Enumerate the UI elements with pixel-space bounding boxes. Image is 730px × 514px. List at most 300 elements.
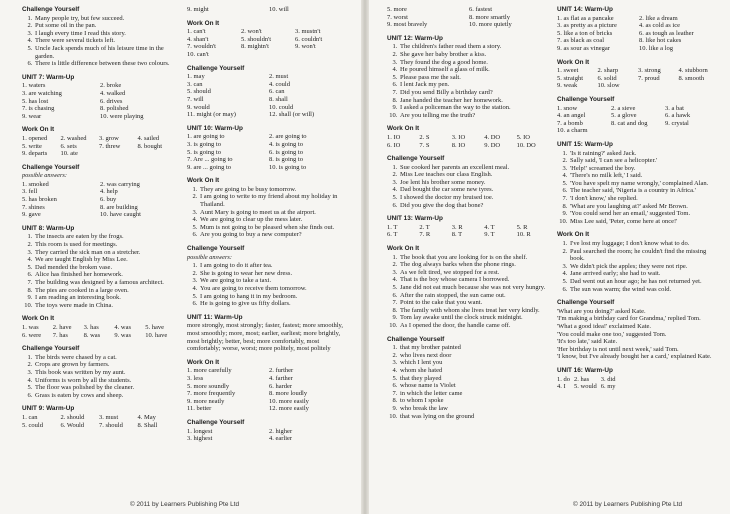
answer-cell: 5. should: [187, 88, 211, 96]
answer-cell: 1. opened: [22, 134, 48, 142]
answer-list: [22, 15, 174, 68]
answer-cell: 5. R: [516, 223, 528, 231]
possible-answers-note: possible answers:: [22, 172, 67, 180]
answer-cell: 8. like hot cakes: [639, 37, 682, 45]
answer-cell: 7. as black as coal: [557, 37, 605, 45]
list-item: 4. whom she hated: [399, 367, 547, 375]
answer-cell: 7. shines: [22, 203, 45, 211]
answer-list: [387, 43, 547, 119]
unit-heading: UNIT 15: Warm-Up: [557, 140, 613, 148]
list-item: 6. He is going to give us fifty dollars.: [199, 300, 347, 308]
answer-cell: 8. bought: [137, 142, 163, 150]
answer-cell: 4. sailed: [137, 134, 160, 142]
answer-cell: 1. sweet: [557, 67, 579, 75]
answer-cell: 7. worst: [387, 13, 408, 21]
section-heading: Work On It: [187, 358, 220, 366]
possible-answers-note: possible answers:: [187, 253, 232, 261]
list-item: 6. Are you going to buy a new computer?: [199, 231, 347, 239]
list-item: 9. I am reading an interesting book.: [34, 294, 174, 302]
list-item: 1. They are going to be busy tomorrow.: [199, 186, 347, 194]
section-heading: Work On It: [22, 315, 55, 323]
answer-grid: [22, 135, 174, 158]
answer-grid: [187, 133, 347, 171]
list-item: 7. 'I don't know,' she replied.: [569, 195, 717, 203]
answer-cell: 1. do: [557, 375, 570, 383]
answer-cell: 9. weak: [557, 82, 578, 90]
answer-cell: 2. should: [60, 413, 85, 421]
answer-cell: 6. a hawk: [665, 112, 691, 120]
list-item: 3. Joe lent his brother some money.: [399, 179, 547, 187]
answer-cell: 8. are building: [100, 203, 138, 211]
answer-cell: 1. T: [387, 223, 398, 231]
answer-cell: 7. Are ... going to: [187, 156, 233, 164]
answer-grid: [387, 134, 547, 149]
answer-grid: [187, 367, 347, 413]
answer-cell: 7. a bomb: [557, 119, 583, 127]
unit-heading: UNIT 14: Warm-Up: [557, 6, 613, 13]
answer-cell: 5. would: [574, 383, 597, 391]
answer-cell: 2. S: [419, 133, 430, 141]
answer-list: [187, 262, 347, 308]
dialogue-answer: [557, 308, 717, 361]
answer-cell: 4. stubborn: [678, 67, 708, 75]
answer-cell: 10. will: [269, 6, 289, 13]
answer-list: [187, 186, 347, 239]
answer-grid: [187, 28, 347, 58]
answer-cell: 8. polished: [100, 105, 129, 113]
answer-cell: 4. earlier: [269, 435, 293, 443]
answer-cell: 10. is going to: [269, 163, 307, 171]
answer-cell: 1. longest: [187, 427, 213, 435]
answer-grid: [187, 73, 347, 119]
right-column-1: [387, 6, 547, 420]
section-heading: Work On It: [187, 19, 220, 27]
section-heading: Challenge Yourself: [557, 95, 615, 103]
answer-cell: 10. can't: [187, 50, 209, 58]
answer-grid: [557, 67, 717, 90]
section-heading: Work On It: [387, 125, 420, 133]
list-item: 4. That is the boy whose camera I borrowed.: [399, 276, 547, 284]
answer-cell: 9. T: [484, 231, 495, 239]
list-item: 4. Dad bought the car some new tyres.: [399, 186, 547, 194]
copyright-footer: © 2011 by Learners Publishing Pte Ltd: [573, 501, 683, 508]
answer-grid: [187, 428, 347, 443]
list-item: 5. I am going to hang it in my bedroom.: [199, 293, 347, 301]
unit-heading: UNIT 10: Warm-Up: [187, 124, 243, 132]
list-item: 5. The floor was polished by the cleaner.: [34, 384, 174, 392]
answer-cell: 8. is going to: [269, 156, 303, 164]
answer-cell: 5. write: [22, 142, 42, 150]
section-heading: Work On It: [22, 126, 55, 134]
answer-cell: 6. sets: [60, 142, 77, 150]
answer-cell: 5. like a ton of bricks: [557, 29, 613, 37]
list-item: 4. Uniforms is worn by all the students.: [34, 377, 174, 385]
list-item: 8. 'What are you laughing at?' asked Mr Brown.: [569, 203, 717, 211]
list-item: 5. that they played: [399, 375, 547, 383]
list-item: 2. Paul searched the room; he couldn't find the missing book.: [569, 248, 717, 263]
answer-cell: 4. shan't: [187, 35, 209, 43]
list-item: 5. Please pass me the salt.: [399, 74, 547, 82]
answer-grid: [187, 6, 347, 14]
answer-cell: 2. have: [52, 323, 72, 331]
left-column-2: [187, 6, 347, 443]
answer-cell: 1. waters: [22, 82, 46, 90]
list-item: 7. The building was designed by a famous architect.: [34, 279, 174, 287]
answer-cell: 8. was: [83, 331, 101, 339]
answer-cell: 10. DO: [516, 141, 536, 149]
answer-cell: 8. more loudly: [269, 390, 308, 398]
left-column-1: [22, 6, 174, 429]
answer-cell: 1. more carefully: [187, 367, 232, 375]
answer-cell: 5. has broken: [22, 196, 57, 204]
answer-cell: 2. must: [269, 73, 289, 81]
list-item: 5. 'You have spelt my name wrongly,' complained Alan.: [569, 180, 717, 188]
answer-cell: 9. gave: [22, 211, 41, 219]
answer-cell: 2. further: [269, 367, 294, 375]
answer-cell: 3. strong: [638, 67, 661, 75]
list-item: 2. This room is used for meetings.: [34, 241, 174, 249]
answer-cell: 12. shall (or will): [269, 111, 315, 119]
unit-heading: UNIT 12: Warm-Up: [387, 34, 443, 42]
section-heading: Work On It: [187, 177, 220, 185]
list-item: 3. which I lent you: [399, 359, 547, 367]
list-item: 5. Mum is not going to be pleased when she finds out.: [199, 224, 347, 232]
list-item: 4. There were several tickets left.: [34, 37, 174, 45]
answer-cell: 9. most bravely: [387, 21, 428, 29]
list-item: 10. The toys were made in China.: [34, 302, 174, 310]
answer-cell: 5. more: [387, 6, 407, 13]
unit-heading: UNIT 16: Warm-Up: [557, 366, 613, 374]
answer-cell: 6. IO: [387, 141, 401, 149]
answer-cell: 7. will: [187, 95, 204, 103]
answer-cell: 12. more easily: [269, 405, 309, 413]
answer-cell: 4. T: [484, 223, 495, 231]
answer-cell: 5. have: [145, 323, 164, 331]
answer-cell: 2. sharp: [597, 67, 619, 75]
answer-cell: 10. R: [516, 231, 531, 239]
list-item: 10. Are you telling me the truth?: [399, 112, 547, 120]
list-item: 5. Jane did not eat much because she was not very hungry.: [399, 284, 547, 292]
answer-cell: 5. a glove: [611, 112, 637, 120]
answer-cell: 5. could: [22, 421, 43, 429]
list-item: 6. After the rain stopped, the sun came out.: [399, 292, 547, 300]
section-heading: Challenge Yourself: [187, 418, 245, 426]
list-item: 2. She is going to wear her new dress.: [199, 270, 347, 278]
answer-cell: 3. did: [600, 375, 616, 383]
answer-cell: 3. grow: [99, 134, 119, 142]
list-item: 4. We are taught English by Miss Lee.: [34, 256, 174, 264]
answer-cell: 2. washed: [60, 134, 87, 142]
answer-cell: 8. mightn't: [241, 43, 269, 51]
list-item: 3. This book was written by my aunt.: [34, 369, 174, 377]
answer-cell: 7. wouldn't: [187, 43, 216, 51]
answer-cell: 8. Shall: [137, 421, 158, 429]
answer-cell: 4. as cold as ice: [639, 22, 680, 30]
list-item: 9. I asked a policeman the way to the station.: [399, 104, 547, 112]
answer-list: [22, 233, 174, 309]
answer-cell: 5. IO: [516, 133, 530, 141]
answer-cell: 10. could: [269, 103, 294, 111]
answer-cell: 4. May: [137, 413, 156, 421]
answer-cell: 8. cat and dog: [611, 119, 648, 127]
answer-cell: 1. can't: [187, 28, 206, 36]
answer-grid: [22, 324, 174, 339]
answer-cell: 4. could: [269, 80, 290, 88]
answer-cell: 6. harder: [269, 382, 293, 390]
answer-cell: 6. drives: [100, 97, 123, 105]
list-item: 4. We are going to clear up the mess later.: [199, 216, 347, 224]
list-item: 5. I showed the doctor my bruised toe.: [399, 194, 547, 202]
right-column-2: [557, 6, 717, 391]
answer-cell: 7. threw: [99, 142, 121, 150]
answer-cell: 2. are going to: [269, 133, 307, 141]
answer-cell: 4. DO: [484, 133, 501, 141]
answer-cell: 3. as pretty as a picture: [557, 22, 617, 30]
answer-grid: [557, 15, 717, 53]
answer-list: [557, 240, 717, 293]
list-item: 8. The pies are cooked in a large oven.: [34, 287, 174, 295]
unit-heading: UNIT 9: Warm-Up: [22, 405, 75, 413]
list-item: 10. As I opened the door, the handle came off.: [399, 322, 547, 330]
list-item: 'I'm making a birthday card for Grandma,' replied Tom.: [557, 315, 701, 323]
answer-cell: 8. shall: [269, 95, 288, 103]
answer-cell: 9. are ... going to: [187, 163, 232, 171]
answer-cell: 6. as tough as leather: [639, 29, 694, 37]
answer-cell: 9. crystal: [665, 119, 689, 127]
answer-cell: 7. proud: [638, 74, 660, 82]
answer-grid: [22, 414, 174, 429]
list-item: 1. I am going to do it after tea.: [199, 262, 347, 270]
answer-cell: 1. can: [22, 413, 38, 421]
answer-cell: 6. were: [22, 331, 42, 339]
answer-cell: 2. a sieve: [611, 104, 636, 112]
list-item: 1. The birds were chased by a cat.: [34, 354, 174, 362]
answer-cell: [611, 127, 663, 135]
answer-cell: 6. T: [387, 231, 398, 239]
list-item: 6. There is little difference between these two colours.: [34, 60, 174, 68]
answer-cell: 10. more quietly: [469, 21, 512, 29]
list-item: 'I know, but I've already bought her a card,' explained Kate.: [557, 353, 712, 361]
answer-grid: [557, 105, 717, 135]
list-item: 3. They found the dog a good home.: [399, 59, 547, 67]
answer-cell: 10. a charm: [557, 127, 588, 135]
list-item: 7. Point to the cake that you want.: [399, 299, 547, 307]
answer-cell: 5. straight: [557, 74, 583, 82]
answer-cell: 10. slow: [597, 82, 620, 90]
answer-cell: 7. should: [99, 421, 123, 429]
answer-cell: 3. has: [83, 323, 99, 331]
answer-cell: 9. DO: [484, 141, 501, 149]
list-item: 8. to whom I spoke: [399, 397, 547, 405]
answer-cell: 3. are watching: [22, 89, 62, 97]
list-item: 9. 'You could send her an email,' suggested Tom.: [569, 210, 717, 218]
answer-cell: 5. more soundly: [187, 382, 230, 390]
answer-list: [557, 150, 717, 226]
answer-cell: 3. fell: [22, 188, 38, 196]
answer-grid: [387, 6, 547, 29]
list-item: 2. I am going to write to my friend about my holiday in Thailand.: [199, 193, 347, 208]
answer-cell: 3. R: [451, 223, 463, 231]
list-item: 8. The family with whom she lives treat her very kindly.: [399, 307, 547, 315]
answer-cell: 2. T: [419, 223, 430, 231]
paragraph-answer: more strongly, most strongly; faster, fastest; more smoothly, most smoothly; more, most; earlier, earliest; more brightly, most brightly; better, best; more comfortably, most comfortably; worse, worst; more politely, most politely: [187, 322, 343, 353]
answer-cell: 11. might (or may): [187, 111, 236, 119]
answer-cell: 5. has lost: [22, 97, 49, 105]
answer-cell: 3. IO: [451, 133, 466, 141]
list-item: 1. that my brother painted: [399, 344, 547, 352]
answer-cell: 9. won't: [295, 43, 316, 51]
answer-cell: 7. more frequently: [187, 390, 236, 398]
list-item: 1. The children's father read them a story.: [399, 43, 547, 51]
answer-cell: 3. can: [187, 80, 203, 88]
section-heading: Challenge Yourself: [187, 64, 245, 72]
list-item: 10. Miss Lee said, 'Peter, come here at once!': [569, 218, 717, 226]
list-item: 3. They carried the sick man on a stretcher.: [34, 249, 174, 257]
answer-cell: 9. might: [187, 6, 209, 13]
list-item: 1. Many people try, but few succeed.: [34, 15, 174, 23]
answer-cell: 2. like a dream: [639, 14, 678, 22]
section-heading: Challenge Yourself: [387, 335, 445, 343]
answer-cell: 5. shouldn't: [241, 35, 272, 43]
answer-cell: 10. have: [145, 331, 168, 339]
list-item: 'What a good idea!' exclaimed Kate.: [557, 322, 652, 330]
answer-cell: 6. fastest: [469, 6, 493, 13]
answer-cell: 3. is going to: [187, 140, 221, 148]
answer-cell: 6. my: [600, 383, 616, 391]
answer-cell: 7. R: [419, 231, 431, 239]
list-item: 4. Jane arrived early; she had to wait.: [569, 270, 717, 278]
list-item: 4. He poured himself a glass of milk.: [399, 66, 547, 74]
section-heading: Challenge Yourself: [557, 299, 615, 307]
answer-cell: 4. help: [100, 188, 118, 196]
list-item: 6. Alice has finished her homework.: [34, 271, 174, 279]
unit-heading: UNIT 11: Warm-Up: [187, 313, 243, 321]
answer-cell: [295, 51, 347, 59]
list-item: 'You could make one too,' suggested Tom.: [557, 330, 667, 338]
answer-cell: 6. buy: [100, 196, 117, 204]
answer-cell: 1. may: [187, 73, 205, 81]
answer-cell: 8. IO: [451, 141, 466, 149]
list-item: 1. Sue cooked her parents an excellent meal.: [399, 164, 547, 172]
answer-grid: [387, 224, 547, 239]
list-item: 2. Put some oil in the pan.: [34, 22, 174, 30]
list-item: 4. You are going to receive them tomorrow.: [199, 285, 347, 293]
list-item: 6. Did you give the dog that bone?: [399, 202, 547, 210]
answer-cell: 6. Would: [60, 421, 85, 429]
answer-grid: [557, 376, 717, 391]
list-item: 'It's too late,' said Kate.: [557, 338, 618, 346]
answer-list: [387, 164, 547, 210]
unit-heading: UNIT 13: Warm-Up: [387, 215, 443, 223]
answer-cell: 5. is going to: [187, 148, 221, 156]
answer-cell: 1. as flat as a pancake: [557, 14, 614, 22]
answer-cell: 6. solid: [597, 74, 617, 82]
list-item: 2. who lives next door: [399, 352, 547, 360]
list-item: 9. who break the law: [399, 405, 547, 413]
list-item: 6. Grass is eaten by cows and sheep.: [34, 392, 174, 400]
list-item: 2. Miss Lee teaches our class English.: [399, 171, 547, 179]
answer-list: [387, 344, 547, 420]
list-item: 5. Dad went out an hour ago; he has not returned yet.: [569, 278, 717, 286]
list-item: 5. Dad mended the broken vase.: [34, 264, 174, 272]
answer-cell: 3. must: [99, 413, 119, 421]
answer-cell: 8. smooth: [678, 74, 705, 82]
section-heading: Challenge Yourself: [387, 155, 445, 163]
list-item: 2. Crops are grown by farmers.: [34, 361, 174, 369]
answer-list: [387, 254, 547, 330]
answer-cell: 9. more neatly: [187, 397, 225, 405]
list-item: 3. 'Help!' screamed the boy.: [569, 165, 717, 173]
answer-cell: 9. was: [114, 331, 131, 339]
answer-cell: 1. snow: [557, 104, 578, 112]
list-item: 1. I've lost my luggage; I don't know what to do.: [569, 240, 717, 248]
unit-heading: UNIT 8: Warm-Up: [22, 224, 75, 232]
list-item: 6. I lent Jack my pen.: [399, 81, 547, 89]
answer-cell: 6. is going to: [269, 148, 303, 156]
answer-cell: [665, 127, 717, 135]
answer-cell: 4. I: [557, 383, 566, 391]
unit-heading: UNIT 7: Warm-Up: [22, 73, 75, 81]
list-item: 3. As we felt tired, we stopped for a rest.: [399, 269, 547, 277]
right-page-content: [367, 0, 730, 514]
answer-cell: 10. have caught: [100, 211, 141, 219]
section-heading: Work On It: [387, 245, 420, 253]
list-item: 8. Jane handed the teacher her homework.: [399, 97, 547, 105]
section-heading: Challenge Yourself: [22, 345, 80, 353]
answer-cell: 10. more easily: [269, 397, 309, 405]
section-heading: Challenge Yourself: [187, 245, 245, 253]
answer-cell: 2. broke: [100, 82, 122, 90]
answer-cell: 2. higher: [269, 427, 293, 435]
list-item: 10. that was lying on the ground: [399, 413, 547, 421]
answer-cell: 4. is going to: [269, 140, 303, 148]
list-item: 3. We didn't pick the apples; they were not ripe.: [569, 263, 717, 271]
answer-cell: 6. couldn't: [295, 35, 323, 43]
answer-cell: 7. has: [52, 331, 68, 339]
answer-cell: 2. won't: [241, 28, 262, 36]
answer-grid: [22, 181, 174, 219]
answer-cell: 4. walked: [100, 89, 126, 97]
answer-cell: 9. would: [187, 103, 210, 111]
list-item: 2. The dog always barks when the phone rings.: [399, 261, 547, 269]
list-item: 3. I laugh every time I read this story.: [34, 30, 174, 38]
answer-cell: 7. is chasing: [22, 105, 55, 113]
list-item: 3. We are going to take a taxi.: [199, 277, 347, 285]
list-item: 2. Sally said, 'I can see a helicopter.': [569, 157, 717, 165]
list-item: 4. 'There's no milk left,' I said.: [569, 172, 717, 180]
answer-cell: 1. was: [22, 323, 39, 331]
list-item: 7. Did you send Billy a birthday card?: [399, 89, 547, 97]
answer-cell: 10. ate: [60, 150, 78, 158]
answer-cell: 4. an angel: [557, 112, 586, 120]
answer-cell: 1. smoked: [22, 180, 49, 188]
answer-cell: [241, 51, 293, 59]
answer-cell: 3. mustn't: [295, 28, 321, 36]
list-item: 1. The book that you are looking for is on the shelf.: [399, 254, 547, 262]
answer-cell: 3. less: [187, 374, 204, 382]
answer-cell: 9. departs: [22, 150, 48, 158]
answer-cell: 4. farther: [269, 374, 293, 382]
answer-cell: 10. like a log: [639, 44, 673, 52]
list-item: 'Her birthday is not until next week,' said Tom.: [557, 345, 679, 353]
list-item: 6. The teacher said, 'Nigeria is a country in Africa.': [569, 187, 717, 195]
list-item: 'What are you doing?' asked Kate.: [557, 307, 646, 315]
list-item: 5. Uncle Jack spends much of his leisure time in the garden.: [34, 45, 174, 60]
list-item: 1. 'Is it raining?' asked Jack.: [569, 150, 717, 158]
answer-cell: 8. T: [451, 231, 463, 239]
answer-cell: 2. has: [574, 375, 590, 383]
list-item: 9. Tom lay awake until the clock struck midnight.: [399, 314, 547, 322]
